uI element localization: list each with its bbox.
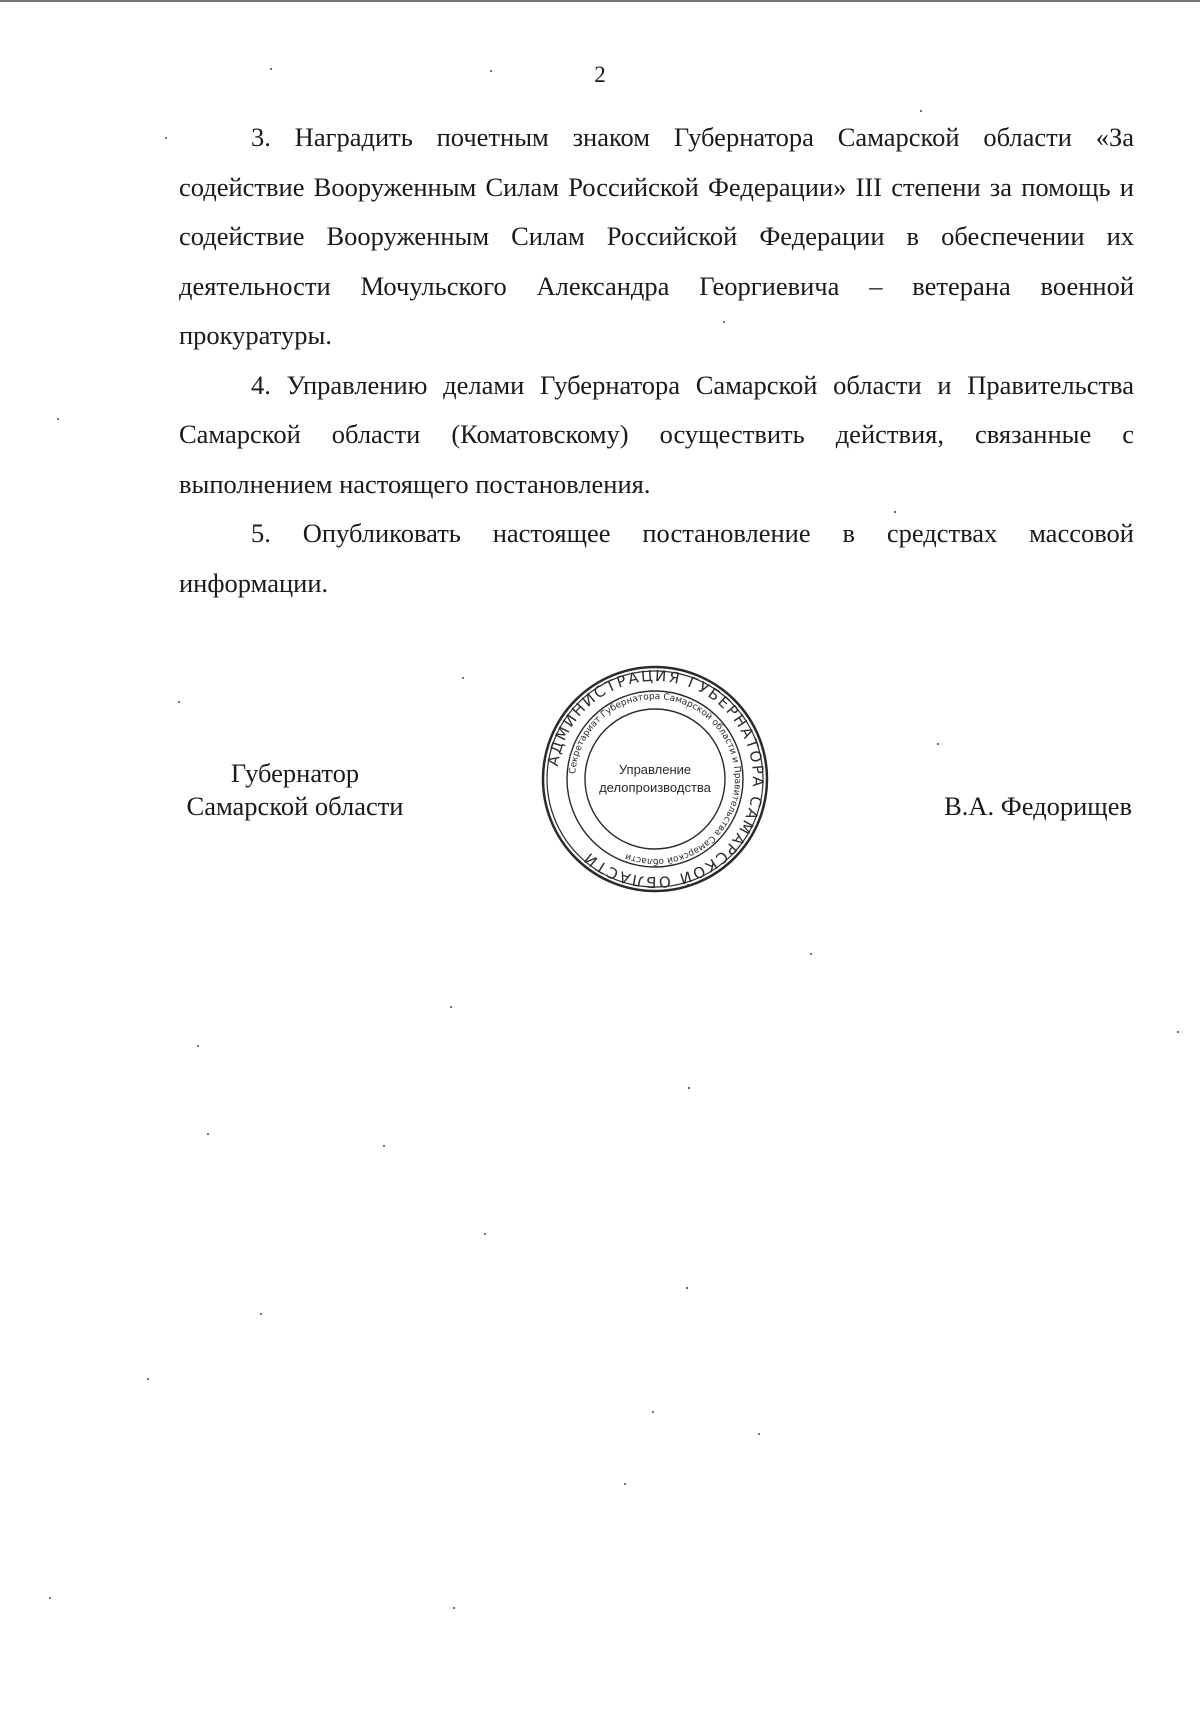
- scan-speck: [270, 68, 272, 70]
- scan-speck: [462, 677, 464, 679]
- scan-speck: [937, 743, 939, 745]
- stamp-inner-text: Секретариат Губернатора Самарской области и Правительства Самарской области: [568, 691, 743, 867]
- scan-speck: [207, 1133, 209, 1135]
- paragraph-5: 5. Опубликовать настоящее постановление в средствах массовой информации.: [179, 518, 1134, 598]
- scan-speck: [49, 1597, 51, 1599]
- stamp-center-line1: Управление: [618, 762, 692, 777]
- scan-speck: [758, 1433, 760, 1435]
- paragraph-4: 4. Управлению делами Губернатора Самарской области и Правительства Самарской области (Коматовскому) осуществить действия, связанные с выполнением настоящего постановления.: [179, 369, 1134, 499]
- scan-speck: [624, 1483, 626, 1485]
- scan-speck: [260, 1313, 262, 1315]
- scan-top-edge: [0, 0, 1200, 2]
- scan-speck: [453, 1607, 455, 1609]
- signatory-position-line1: Губернатор: [230, 758, 360, 788]
- stamp-center-line2: делопроизводства: [599, 780, 711, 795]
- stamp-outer-text: АДМИНИСТРАЦИЯ ГУБЕРНАТОРА САМАРСКОЙ ОБЛАСТИ: [543, 666, 768, 892]
- signatory-position-line2: Самарской области: [186, 791, 404, 821]
- signatory-name: В.А. Федорищев: [944, 791, 1132, 821]
- scan-speck: [810, 953, 812, 955]
- scan-speck: [383, 1145, 385, 1147]
- scan-speck: [723, 321, 725, 323]
- scan-speck: [484, 1233, 486, 1235]
- scan-speck: [57, 418, 59, 420]
- official-stamp: [540, 664, 770, 894]
- scan-speck: [147, 1378, 149, 1380]
- scan-speck: [894, 511, 896, 513]
- scan-speck: [1177, 1031, 1179, 1033]
- stamp-middle-ring: [567, 691, 743, 867]
- scan-speck: [165, 137, 167, 139]
- scan-speck: [178, 701, 180, 703]
- signatory-position: [160, 757, 430, 823]
- scan-speck: [652, 1411, 654, 1413]
- scan-speck: [686, 1287, 688, 1289]
- stamp-inner-ring: [585, 709, 725, 849]
- scan-speck: [197, 1045, 199, 1047]
- scan-speck: [688, 1087, 690, 1089]
- paragraph-3: 3. Наградить почетным знаком Губернатора Самарской области «За содействие Вооруженным Силам Российской Федерации» III степени за помощь и содействие Вооруженным Силам Российской Федерации в обеспечении их деятельности Мочульского Александра Георгиевича – ветерана военной прокуратуры.: [179, 122, 1134, 350]
- scan-speck: [490, 70, 492, 72]
- page-number: 2: [594, 62, 606, 87]
- document-body: [179, 113, 1134, 608]
- scan-speck: [450, 1006, 452, 1008]
- scan-speck: [920, 110, 922, 112]
